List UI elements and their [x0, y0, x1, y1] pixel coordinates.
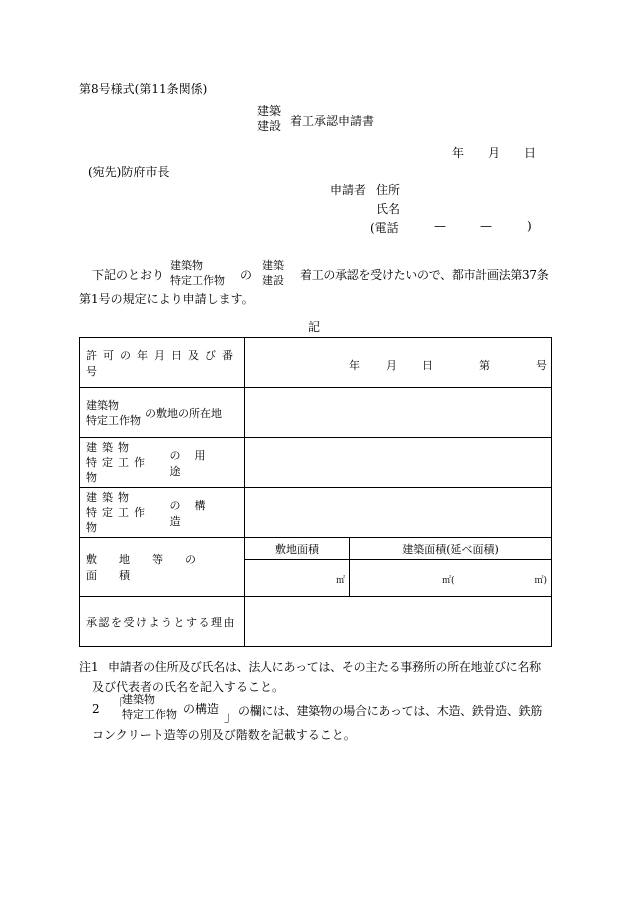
permit-month: 月	[386, 359, 397, 372]
structure-bottom: 特定工作物	[86, 506, 150, 534]
phone-close: )	[527, 219, 532, 233]
row-site-location	[80, 388, 552, 438]
body-line-2: 第1号の規定により申請します。	[79, 292, 254, 306]
note-2-stack-top: 建築物	[122, 693, 155, 706]
row-permit-number	[80, 338, 552, 388]
applicant-label: 申請者	[330, 183, 367, 197]
name-label: 氏名	[376, 202, 401, 216]
usage-suffix: の用途	[169, 448, 220, 478]
usage-value-cell[interactable]	[245, 438, 552, 488]
permit-label: 許可の年月日及び番号	[86, 348, 239, 378]
body-stack-2-bottom: 建設	[262, 274, 284, 287]
body-stack-1-top: 建築物	[170, 259, 203, 272]
structure-value-cell[interactable]	[245, 488, 552, 538]
application-table	[79, 337, 552, 647]
phone-dash-2: —	[480, 219, 492, 233]
site-area-unit: ㎡	[335, 576, 345, 586]
site-area-header: 敷地面積	[245, 538, 350, 560]
row-reason	[80, 597, 552, 647]
reason-label-cell	[80, 597, 245, 647]
note-2-number: 2	[92, 702, 100, 716]
building-area-value-cell[interactable]	[350, 560, 552, 597]
area-label-cell	[80, 538, 245, 597]
page-title: 着工承認申請書	[290, 114, 375, 128]
permit-dai: 第	[479, 359, 490, 372]
reason-label: 承認を受けようとする理由	[86, 615, 236, 629]
site-area-value-cell[interactable]	[245, 560, 350, 597]
date-year: 年	[452, 146, 465, 160]
note-2-mid: の構造	[183, 702, 220, 716]
usage-label-cell	[80, 438, 245, 488]
note-2-line-2: コンクリート造等の別及び階数を記載すること。	[92, 728, 356, 742]
note-2-stack-bottom: 特定工作物	[122, 708, 177, 721]
building-area-unit-close: ㎡)	[534, 576, 547, 586]
site-location-top: 建築物	[86, 398, 119, 412]
body-stack-1-bottom: 特定工作物	[170, 274, 225, 287]
usage-top: 建築物	[86, 441, 134, 454]
note-1-line-1: 申請者の住所及び氏名は、法人にあっては、その主たる事務所の所在地並びに名称	[108, 660, 541, 674]
building-area-unit-open: ㎡(	[442, 576, 455, 586]
body-particle: の	[240, 268, 253, 282]
note-2-stack	[122, 692, 177, 722]
permit-label-cell	[80, 338, 245, 388]
body-stack-2	[262, 258, 284, 288]
body-stack-1	[170, 258, 225, 288]
area-label: 敷地等の面積	[86, 553, 218, 582]
date-day: 日	[524, 146, 537, 160]
form-number: 第8号様式(第11条関係)	[79, 82, 208, 96]
structure-top: 建築物	[86, 491, 134, 504]
phone-open: (電話	[370, 221, 399, 235]
permit-year: 年	[349, 359, 360, 372]
row-usage	[80, 438, 552, 488]
body-suffix: 着工の承認を受けたいので、都市計画法第37条	[300, 268, 549, 282]
site-location-suffix: の敷地の所在地	[145, 406, 222, 420]
note-2-close-bracket: 」	[224, 710, 238, 725]
addressee: (宛先)防府市長	[88, 165, 170, 179]
note-2-suffix: の欄には、建築物の場合にあっては、木造、鉄骨造、鉄筋	[238, 704, 543, 718]
structure-suffix: の構造	[169, 498, 220, 528]
site-location-label-cell	[80, 388, 245, 438]
note-1-number: 注1	[79, 660, 99, 674]
site-location-value-cell[interactable]	[245, 388, 552, 438]
building-area-header: 建築面積(延べ面積)	[350, 538, 552, 560]
site-location-bottom: 特定工作物	[86, 413, 141, 427]
note-1-line-2: 及び代表者の氏名を記入すること。	[92, 680, 285, 694]
date-month: 月	[488, 146, 501, 160]
row-structure	[80, 488, 552, 538]
address-label: 住所	[376, 183, 401, 197]
permit-day: 日	[422, 359, 433, 372]
reason-value-cell[interactable]	[245, 597, 552, 647]
body-stack-2-top: 建築	[262, 259, 284, 272]
ki-heading: 記	[308, 320, 321, 334]
note-2-open-bracket: 「	[112, 698, 126, 713]
title-stack-top: 建築	[257, 104, 282, 118]
permit-value-cell[interactable]	[245, 338, 552, 388]
permit-go: 号	[536, 359, 547, 372]
row-area-header	[80, 538, 552, 560]
usage-bottom: 特定工作物	[86, 456, 150, 484]
title-stack	[257, 104, 281, 134]
body-prefix: 下記のとおり	[92, 268, 165, 282]
structure-label-cell	[80, 488, 245, 538]
phone-dash-1: —	[434, 219, 446, 233]
title-stack-bottom: 建設	[257, 119, 282, 133]
